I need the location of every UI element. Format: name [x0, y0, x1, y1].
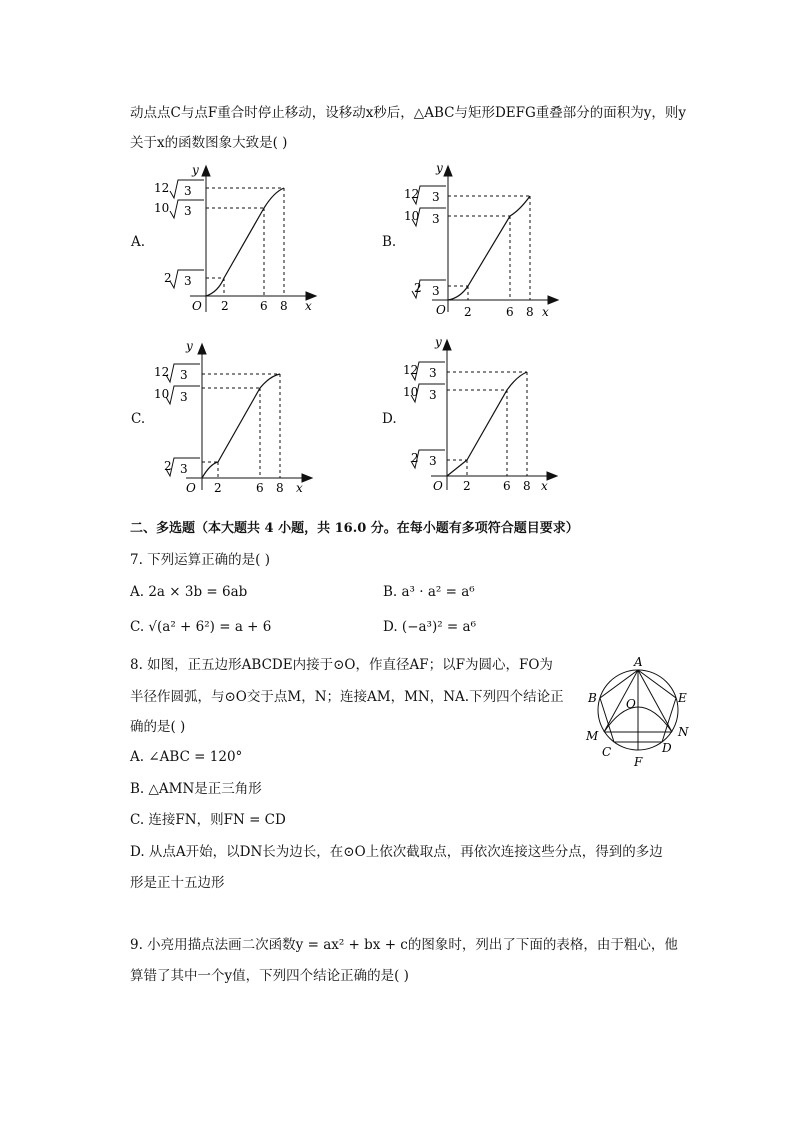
q7-option-c: C. √(a² + 6²) = a + 6 [130, 619, 272, 635]
svg-text:A: A [634, 655, 643, 669]
radicand-10: 3 [184, 204, 192, 218]
q7-option-d: D. (−a³)² = a⁶ [383, 619, 476, 635]
q6-line1: 动点点C与点F重合时停止移动，设移动x秒后，△ABC与矩形DEFG重叠部分的面积为y，则y [130, 105, 687, 121]
svg-text:C: C [602, 745, 612, 759]
q9-line2: 算错了其中一个y值，下列四个结论正确的是( ) [130, 968, 409, 984]
svg-text:8: 8 [523, 479, 531, 493]
svg-text:6: 6 [256, 481, 264, 495]
q8-figure [584, 652, 694, 772]
option-c-letter: C. [131, 411, 146, 427]
graph-d-svg [395, 334, 570, 496]
segment-an [638, 670, 672, 732]
svg-text:M: M [586, 729, 599, 743]
graph-c [150, 338, 325, 502]
label-o: O [192, 299, 202, 313]
graph-d [395, 334, 570, 500]
svg-text:y: y [435, 335, 442, 349]
svg-text:E: E [678, 691, 687, 705]
svg-text:y: y [186, 339, 193, 353]
tick-2: 2 [221, 299, 229, 313]
svg-text:y: y [436, 161, 443, 175]
section-2-heading: 二、多选题（本大题共 4 小题，共 16.0 分。在每小题有多项符合题目要求） [130, 521, 579, 536]
svg-text:x: x [541, 479, 548, 493]
svg-text:6: 6 [503, 479, 511, 493]
curve [448, 196, 530, 300]
q6-line2: 关于x的函数图象大致是( ) [130, 135, 288, 151]
q7-stem: 7. 下列运算正确的是( ) [130, 552, 270, 568]
svg-text:10: 10 [154, 387, 170, 401]
q8-line1: 8. 如图，正五边形ABCDE内接于⊙O，作直径AF；以F为圆心，FO为 [130, 657, 553, 673]
option-d-letter: D. [382, 411, 397, 427]
svg-text:O: O [436, 303, 446, 317]
svg-text:2: 2 [164, 459, 172, 473]
svg-text:x: x [296, 481, 303, 495]
svg-text:3: 3 [432, 212, 440, 226]
q7-option-b: B. a³ · a² = a⁶ [383, 584, 475, 600]
q8-line3: 确的是( ) [130, 719, 186, 735]
svg-text:6: 6 [506, 305, 514, 319]
svg-text:O: O [186, 481, 196, 495]
graph-a [150, 160, 325, 324]
graph-a-svg [150, 160, 325, 320]
svg-text:8: 8 [276, 481, 284, 495]
coef-2: 2 [164, 271, 172, 285]
tick-6: 6 [260, 299, 268, 313]
graph-c-svg [150, 338, 325, 498]
coef-12: 12 [154, 181, 170, 195]
svg-text:3: 3 [432, 284, 440, 298]
svg-text:3: 3 [180, 390, 188, 404]
q8-option-c: C. 连接FN，则FN = CD [130, 812, 286, 828]
coef-10: 10 [154, 201, 170, 215]
svg-text:3: 3 [180, 462, 188, 476]
svg-text:3: 3 [180, 368, 188, 382]
option-a-letter: A. [131, 234, 146, 250]
pentagon-figure [584, 652, 694, 768]
curve [202, 374, 280, 478]
svg-text:10: 10 [404, 209, 420, 223]
svg-text:2: 2 [463, 479, 471, 493]
svg-text:12: 12 [154, 365, 170, 379]
svg-text:3: 3 [429, 454, 437, 468]
label-y: y [192, 163, 199, 177]
q8-option-a: A. ∠ABC = 120° [130, 749, 243, 765]
q8-option-b: B. △AMN是正三角形 [130, 781, 262, 797]
svg-text:2: 2 [464, 305, 472, 319]
tick-8: 8 [280, 299, 288, 313]
q9-line1: 9. 小亮用描点法画二次函数y = ax² + bx + c的图象时，列出了下面的表格，由于粗心，他 [130, 937, 678, 953]
graph-b-svg [392, 160, 567, 320]
svg-text:10: 10 [403, 385, 419, 399]
svg-text:B: B [588, 691, 597, 705]
svg-text:O: O [626, 697, 636, 711]
svg-text:8: 8 [526, 305, 534, 319]
svg-text:12: 12 [403, 363, 419, 377]
graph-b [392, 160, 567, 324]
svg-text:F: F [634, 755, 643, 768]
svg-text:2: 2 [411, 451, 419, 465]
y-axis-arrow [202, 166, 210, 176]
svg-text:N: N [678, 725, 689, 739]
q8-option-d-line1: D. 从点A开始，以DN长为边长，在⊙O上依次截取点，再依次连接这些分点，得到的多边 [130, 844, 663, 860]
radicand-2: 3 [184, 274, 192, 288]
curve [206, 188, 284, 296]
q7-option-a: A. 2a × 3b = 6ab [130, 584, 248, 600]
label-x: x [305, 299, 312, 313]
svg-text:O: O [433, 479, 443, 493]
svg-text:3: 3 [429, 388, 437, 402]
svg-text:D: D [662, 741, 672, 755]
svg-text:x: x [542, 305, 549, 319]
q8-option-d-line2: 形是正十五边形 [130, 875, 225, 891]
option-b-letter: B. [382, 234, 397, 250]
svg-text:3: 3 [429, 366, 437, 380]
q8-line2: 半径作圆弧，与⊙O交于点M，N；连接AM，MN，NA.下列四个结论正 [130, 689, 564, 705]
svg-text:12: 12 [404, 187, 420, 201]
radicand-12: 3 [184, 184, 192, 198]
svg-text:3: 3 [432, 190, 440, 204]
svg-text:2: 2 [414, 281, 422, 295]
svg-text:2: 2 [214, 481, 222, 495]
